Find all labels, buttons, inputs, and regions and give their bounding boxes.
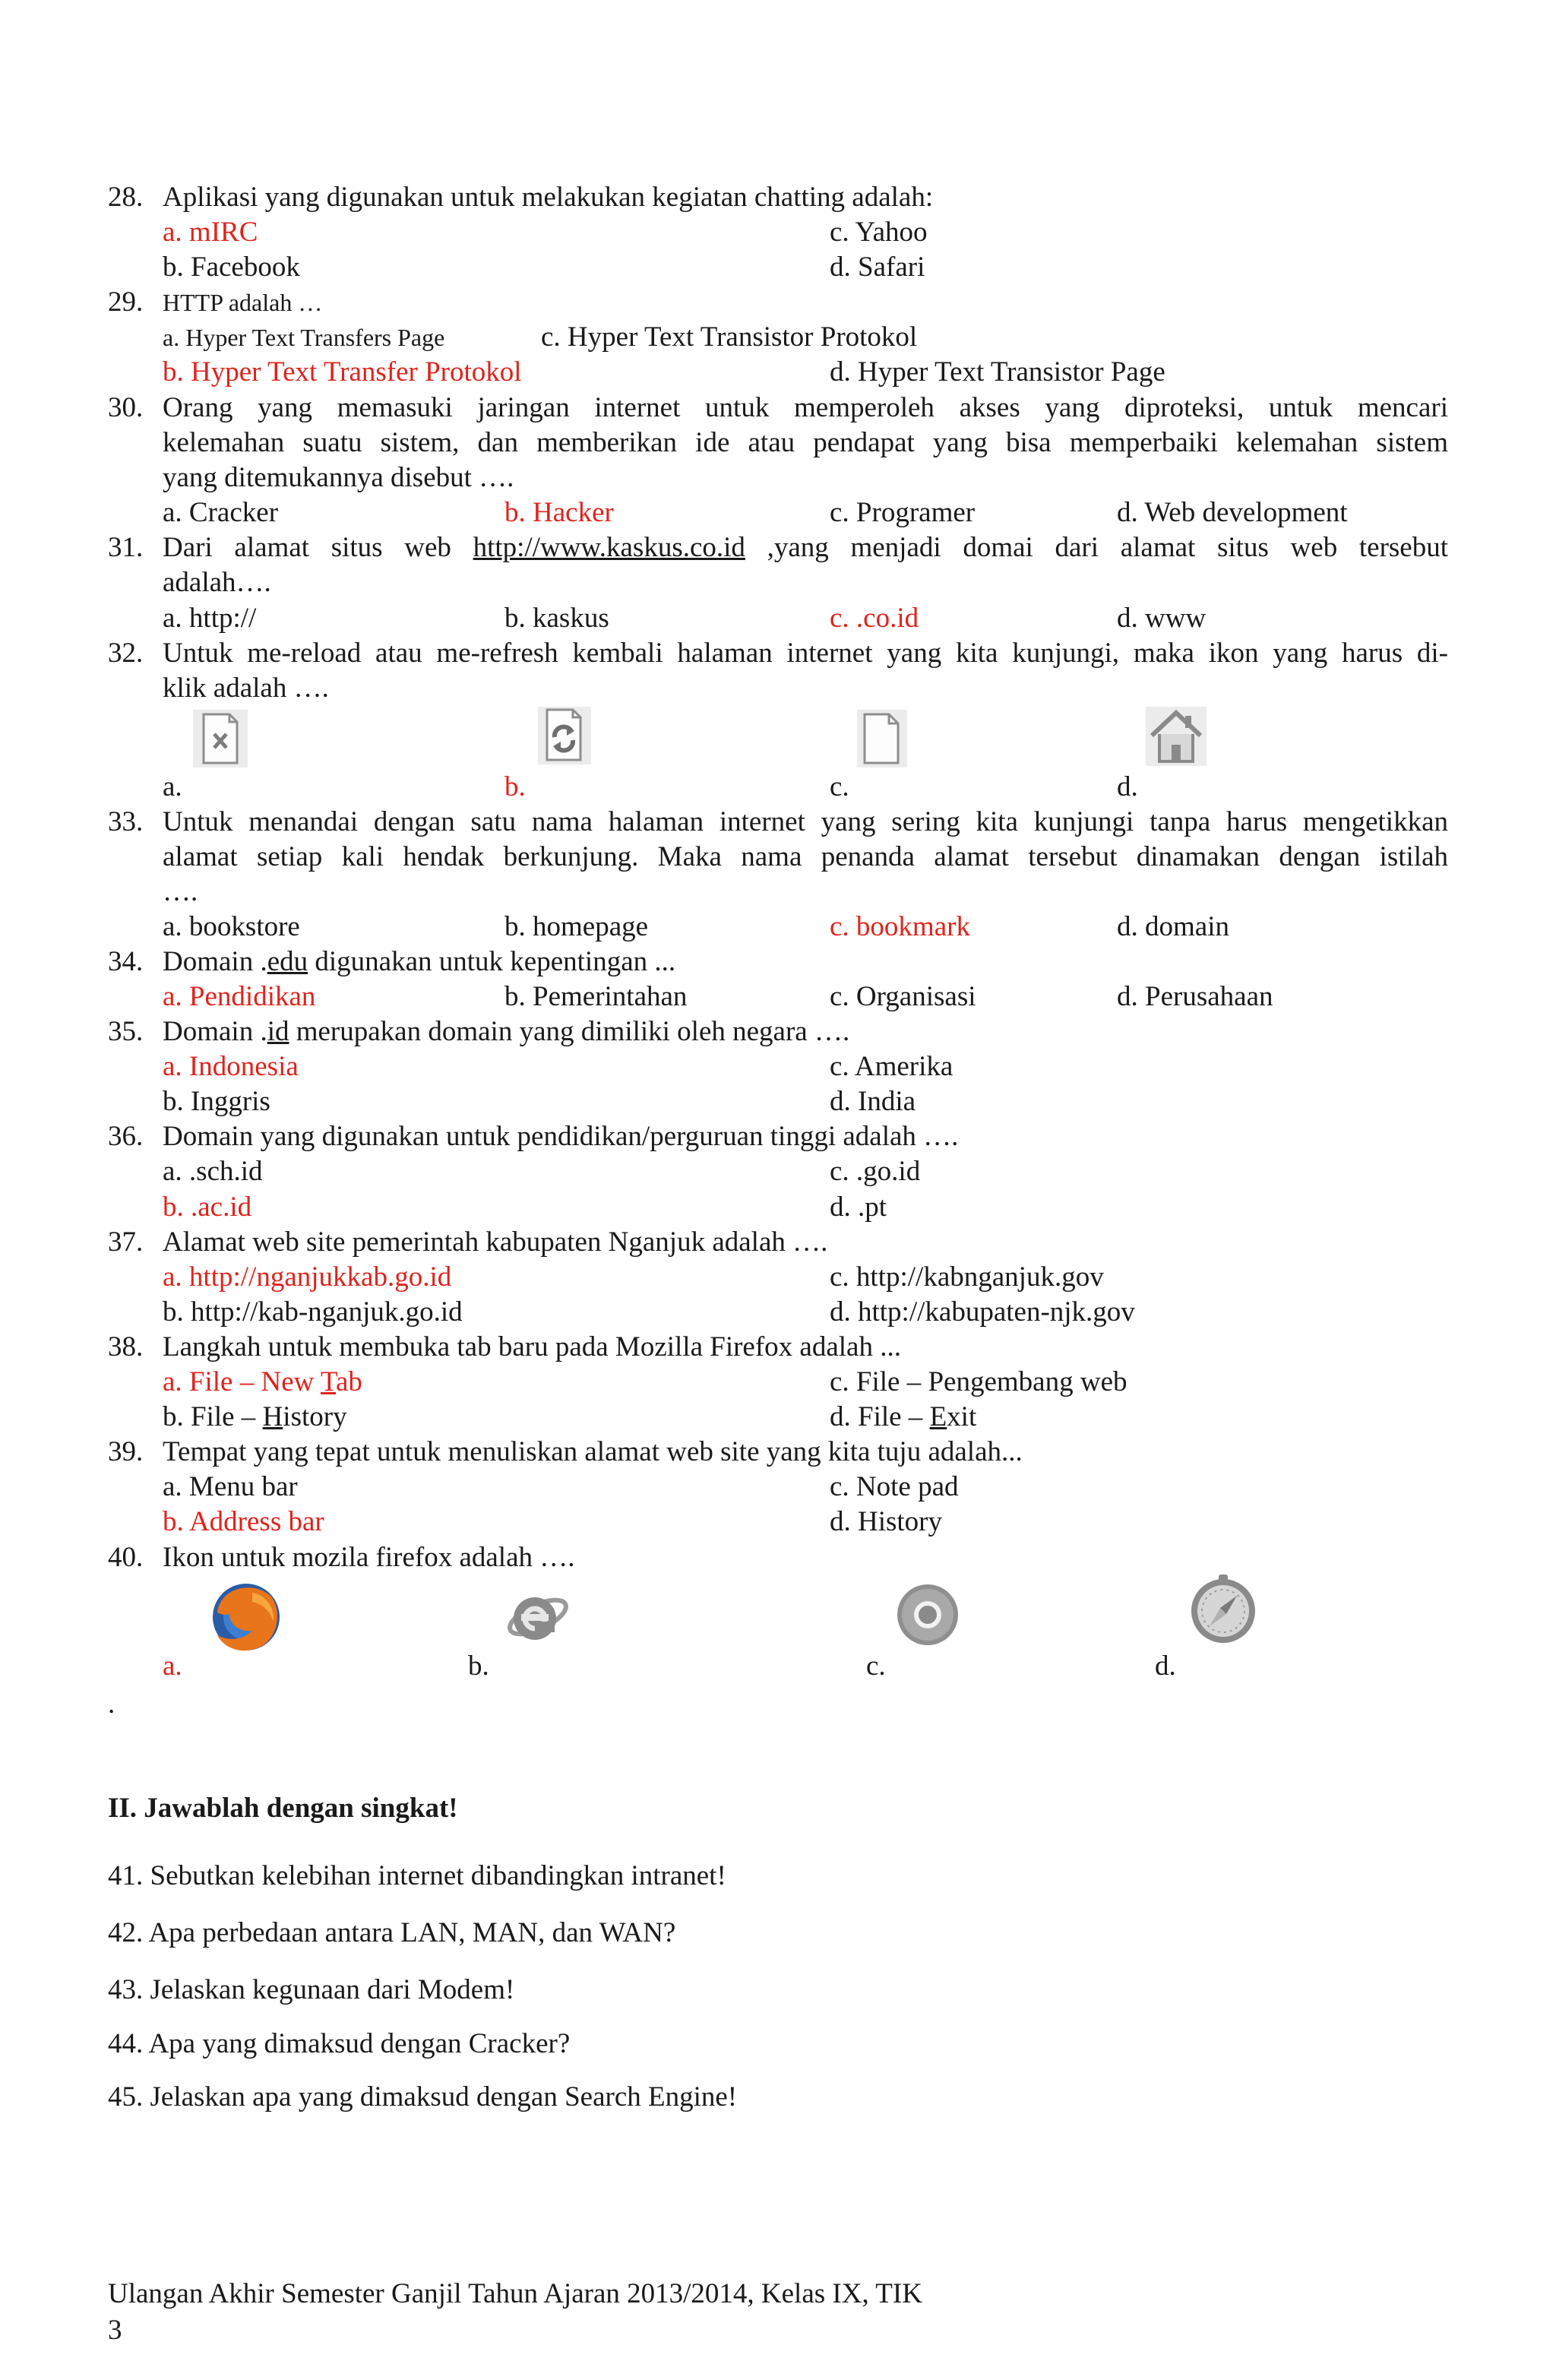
q32-option-b: b. [504, 771, 526, 802]
page-number: 3 [108, 2315, 122, 2346]
q29-option-c: c. Hyper Text Transistor Protokol [541, 321, 918, 353]
q33-option-a: a. bookstore [163, 911, 300, 942]
safari-icon [1188, 1573, 1258, 1646]
q34-option-a: a. Pendidikan [163, 981, 316, 1012]
q34-option-b: b. Pemerintahan [504, 981, 688, 1012]
q40-option-d: d. [1155, 1650, 1176, 1682]
home-icon [1144, 705, 1208, 767]
q38-option-c: c. File – Pengembang web [830, 1366, 1127, 1397]
q31-option-a: a. http:// [163, 603, 257, 634]
q33-option-c: c. bookmark [830, 911, 970, 942]
q32-number: 32. [108, 638, 144, 669]
q31-option-c: c. .co.id [830, 603, 919, 634]
kaskus-link[interactable]: http://www.kaskus.co.id [473, 532, 745, 563]
q31-text-line1: Dari alamat situs web http://www.kaskus.co.id ,yang menjadi domai dari alamat situs web tersebut [163, 532, 1448, 563]
q32-option-a: a. [163, 771, 182, 802]
q31-number: 31. [108, 532, 144, 563]
q36-option-c: c. .go.id [830, 1156, 921, 1187]
q30-option-c: c. Programer [830, 497, 976, 528]
essay-item-42: 42. Apa perbedaan antara LAN, MAN, dan WAN? [108, 1917, 676, 1948]
q39-option-a: a. Menu bar [163, 1471, 298, 1502]
q30-option-a: a. Cracker [163, 497, 279, 528]
q30-text-line2: kelemahan suatu sistem, dan memberikan ide atau pendapat yang bisa memperbaiki kelemahan sistem [163, 427, 1448, 458]
q29-option-a: a. Hyper Text Transfers Page [163, 324, 445, 351]
q37-text: Alamat web site pemerintah kabupaten Nganjuk adalah …. [163, 1226, 828, 1258]
q36-option-a: a. .sch.id [163, 1156, 263, 1187]
q35-option-c: c. Amerika [830, 1051, 954, 1082]
q37-option-c: c. http://kabnganjuk.gov [830, 1261, 1104, 1293]
q37-option-b: b. http://kab-nganjuk.go.id [163, 1296, 463, 1328]
q40-option-a: a. [163, 1650, 182, 1682]
q30-option-d: d. Web development [1117, 497, 1348, 528]
q38-option-d: d. File – Exit [830, 1401, 977, 1432]
q30-number: 30. [108, 392, 144, 423]
chrome-gray-icon [895, 1582, 960, 1647]
stop-icon [191, 708, 249, 769]
q35-text: Domain .id merupakan domain yang dimiliki oleh negara …. [163, 1016, 850, 1047]
q36-text: Domain yang digunakan untuk pendidikan/perguruan tinggi adalah …. [163, 1121, 959, 1152]
q31-text-line2: adalah…. [163, 567, 271, 598]
q33-option-d: d. domain [1117, 911, 1229, 942]
q38-number: 38. [108, 1331, 144, 1362]
q28-number: 28. [108, 182, 144, 213]
firefox-icon [207, 1579, 286, 1655]
q39-number: 39. [108, 1436, 144, 1467]
q29-text: HTTP adalah … [163, 289, 323, 316]
q35-option-b: b. Inggris [163, 1086, 270, 1117]
q40-text: Ikon untuk mozila firefox adalah …. [163, 1542, 575, 1573]
q32-text-line2: klik adalah …. [163, 673, 329, 704]
q33-text-line2: alamat setiap kali hendak berkunjung. Maka nama penanda alamat tersebut dinamakan dengan istilah [163, 841, 1448, 872]
q31-option-b: b. kaskus [504, 603, 609, 634]
essay-item-41: 41. Sebutkan kelebihan internet dibandingkan intranet! [108, 1860, 726, 1891]
q38-option-a: a. File – New Tab [163, 1366, 362, 1397]
q36-number: 36. [108, 1121, 144, 1152]
q33-number: 33. [108, 806, 144, 837]
q28-option-c: c. Yahoo [830, 217, 928, 248]
q36-option-b: b. .ac.id [163, 1192, 252, 1223]
q39-option-c: c. Note pad [830, 1471, 959, 1502]
q34-number: 34. [108, 946, 144, 977]
q35-option-a: a. Indonesia [163, 1051, 299, 1082]
q40-option-b: b. [468, 1650, 489, 1682]
blank-page-icon [855, 708, 909, 769]
q34-option-d: d. Perusahaan [1117, 981, 1273, 1012]
q31-option-d: d. www [1117, 603, 1207, 634]
q29-number: 29. [108, 286, 144, 318]
q35-number: 35. [108, 1016, 144, 1047]
q29-option-b: b. Hyper Text Transfer Protokol [163, 356, 522, 388]
q40-number: 40. [108, 1542, 144, 1573]
q34-text: Domain .edu digunakan untuk kepentingan ... [163, 946, 676, 977]
q39-option-d: d. History [830, 1506, 942, 1537]
q34-option-c: c. Organisasi [830, 981, 976, 1012]
q30-text-line1: Orang yang memasuki jaringan internet untuk memperoleh akses yang diproteksi, untuk mencari [163, 392, 1448, 423]
q28-option-d: d. Safari [830, 252, 925, 283]
q32-text-line1: Untuk me-reload atau me-refresh kembali halaman internet yang kita kunjungi, maka ikon yang harus di- [163, 638, 1448, 669]
q33-text-line3: …. [163, 876, 198, 907]
internet-explorer-icon [504, 1584, 571, 1649]
q28-option-a: a. mIRC [163, 217, 258, 248]
q38-text: Langkah untuk membuka tab baru pada Mozilla Firefox adalah ... [163, 1331, 901, 1362]
stray-dot: . [108, 1688, 115, 1720]
q33-option-b: b. homepage [504, 911, 649, 942]
q28-text: Aplikasi yang digunakan untuk melakukan kegiatan chatting adalah: [163, 182, 934, 213]
q37-option-a: a. http://nganjukkab.go.id [163, 1261, 452, 1293]
q29-option-d: d. Hyper Text Transistor Page [830, 356, 1165, 388]
reload-icon [536, 705, 593, 766]
footer-text: Ulangan Akhir Semester Ganjil Tahun Ajaran 2013/2014, Kelas IX, TIK [108, 2278, 922, 2309]
q33-text-line1: Untuk menandai dengan satu nama halaman internet yang sering kita kunjungi tanpa harus mengetikkan [163, 806, 1448, 837]
q36-option-d: d. .pt [830, 1192, 887, 1223]
q38-option-b: b. File – History [163, 1401, 347, 1432]
q30-option-b: b. Hacker [504, 497, 614, 528]
q37-option-d: d. http://kabupaten-njk.gov [830, 1296, 1135, 1328]
section-2-title: II. Jawablah dengan singkat! [108, 1793, 458, 1824]
essay-item-44: 44. Apa yang dimaksud dengan Cracker? [108, 2028, 571, 2059]
q40-option-c: c. [866, 1650, 886, 1682]
q30-text-line3: yang ditemukannya disebut …. [163, 462, 514, 493]
q32-option-d: d. [1117, 771, 1138, 802]
q37-number: 37. [108, 1226, 144, 1258]
essay-item-43: 43. Jelaskan kegunaan dari Modem! [108, 1974, 515, 2005]
q39-option-b: b. Address bar [163, 1506, 324, 1537]
q32-option-c: c. [830, 771, 849, 802]
essay-item-45: 45. Jelaskan apa yang dimaksud dengan Search Engine! [108, 2081, 738, 2113]
q28-option-b: b. Facebook [163, 252, 300, 283]
q35-option-d: d. India [830, 1086, 916, 1117]
q39-text: Tempat yang tepat untuk menuliskan alamat web site yang kita tuju adalah... [163, 1436, 1023, 1467]
